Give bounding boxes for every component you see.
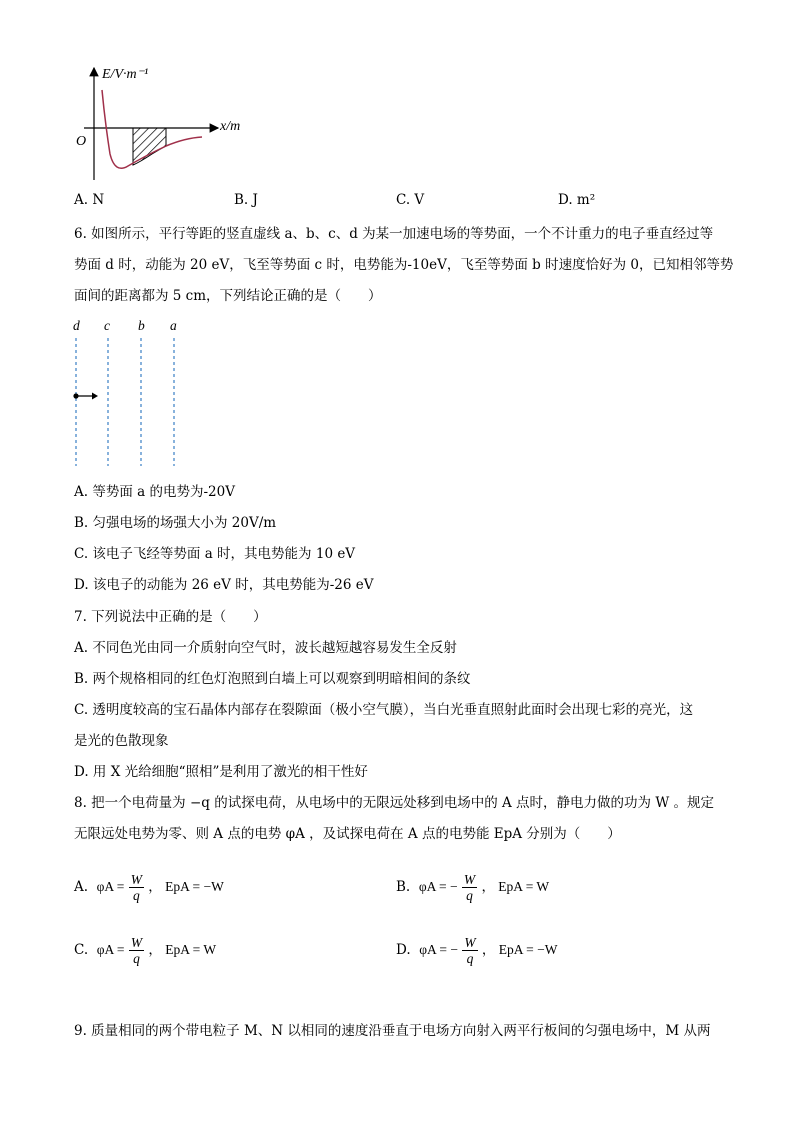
q8-stem-line: 无限远处电势为零、则 A 点的电势 φA ，及试探电荷在 A 点的电势能 EpA 分别为（ ） (74, 826, 621, 842)
y-axis-label: E/V·m⁻¹ (102, 67, 149, 82)
q8-option-c (74, 935, 216, 966)
q7-option-d: D. 用 X 光给细胞“照相”是利用了激光的相干性好 (74, 764, 368, 780)
q6-stem (74, 219, 734, 312)
q8-option-d (396, 935, 557, 966)
q8-option-a-phi: φA = (96, 879, 125, 894)
q8-option-a-label: A. (74, 879, 89, 895)
q7-option-c-cont: 是光的色散现象 (74, 733, 169, 749)
q7-option-b: B. 两个规格相同的红色灯泡照到白墙上可以观察到明暗相间的条纹 (74, 671, 471, 687)
label-a: a (170, 318, 177, 333)
equipotential-svg (68, 318, 188, 468)
q6-stem-line: 6. 如图所示，平行等距的竖直虚线 a、b、c、d 为某一加速电场的等势面，一个不计重力的电子垂直经过等 (74, 226, 714, 242)
q8-option-b-phi: φA = − (418, 879, 458, 894)
label-c: c (104, 318, 110, 333)
q6-option-b: B. 匀强电场的场强大小为 20V/m (74, 515, 277, 531)
q8-option-a-fraction (129, 872, 144, 903)
q6-option-d: D. 该电子的动能为 26 eV 时，其电势能为-26 eV (74, 577, 374, 593)
q6-option-c: C. 该电子飞经等势面 a 时，其电势能为 10 eV (74, 546, 356, 562)
fraction-denominator: q (466, 888, 473, 903)
q8-option-b-label: B. (396, 879, 411, 895)
q8-option-d-phi: φA = − (419, 942, 459, 957)
q5-option-b: B. J (234, 192, 258, 208)
fraction-numerator: W (130, 935, 143, 950)
q8-option-d-fraction (462, 935, 477, 966)
q8-option-b-fraction (462, 872, 477, 903)
q8-option-b-ep: ， EpA = W (481, 879, 550, 894)
velocity-arrowhead (92, 393, 98, 400)
fraction-numerator: W (464, 935, 476, 950)
q6-options (74, 477, 722, 601)
fraction-denominator: q (133, 951, 140, 966)
label-d: d (73, 318, 80, 333)
q8-option-c-phi: φA = (96, 942, 125, 957)
q5-option-a: A. N (74, 192, 105, 208)
field-graph (70, 62, 260, 192)
equipotential-figure (68, 318, 188, 468)
q8-option-c-ep: ， EpA = W (148, 942, 217, 957)
x-axis-label: x/m (220, 119, 241, 134)
fraction-denominator: q (466, 951, 474, 966)
q8-option-d-label: D. (396, 942, 411, 958)
q9-stem-line: 9. 质量相同的两个带电粒子 M、N 以相同的速度沿垂直于电场方向射入两平行板间的匀强电场中，M 从两 (74, 1023, 711, 1039)
fraction-numerator: W (463, 872, 476, 887)
q8-stem-line: 8. 把一个电荷量为 −q 的试探电荷，从电场中的无限远处移到电场中的 A 点时，静电力做的功为 W 。规定 (74, 795, 714, 811)
fraction-denominator: q (132, 888, 140, 903)
fraction-numerator: W (130, 872, 142, 887)
q8-option-c-label: C. (74, 942, 89, 958)
q8-option-a (74, 872, 224, 903)
q8-option-d-ep: ， EpA = −W (481, 942, 558, 957)
q8-option-a-ep: ， EpA = −W (148, 879, 224, 894)
q8-option-c-fraction (129, 935, 144, 966)
origin-label: O (76, 134, 87, 149)
q8-option-b (396, 872, 549, 903)
q7-option-c: C. 透明度较高的宝石晶体内部存在裂隙面（极小空气膜），当白光垂直照射此面时会出现七彩的亮光，这 (74, 702, 694, 718)
q8-stem (74, 788, 722, 850)
q5-option-d: D. m² (558, 192, 596, 208)
q5-option-c: C. V (396, 192, 425, 208)
shaded-area (133, 128, 166, 165)
q6-option-a: A. 等势面 a 的电势为-20V (74, 484, 235, 500)
q9-stem (74, 1016, 722, 1047)
q7-option-a: A. 不同色光由同一介质射向空气时，波长越短越容易发生全反射 (74, 640, 457, 656)
q7-stem: 7. 下列说法中正确的是（ ） (74, 609, 267, 625)
q6-stem-line: 面间的距离都为 5 cm，下列结论正确的是（ ） (74, 288, 382, 304)
label-b: b (138, 318, 145, 333)
q7 (74, 602, 722, 788)
q6-stem-line: 势面 d 时，动能为 20 eV，飞至等势面 c 时，电势能为-10eV，飞至等势面 b 时速度恰好为 0，已知相邻等势 (74, 257, 734, 273)
